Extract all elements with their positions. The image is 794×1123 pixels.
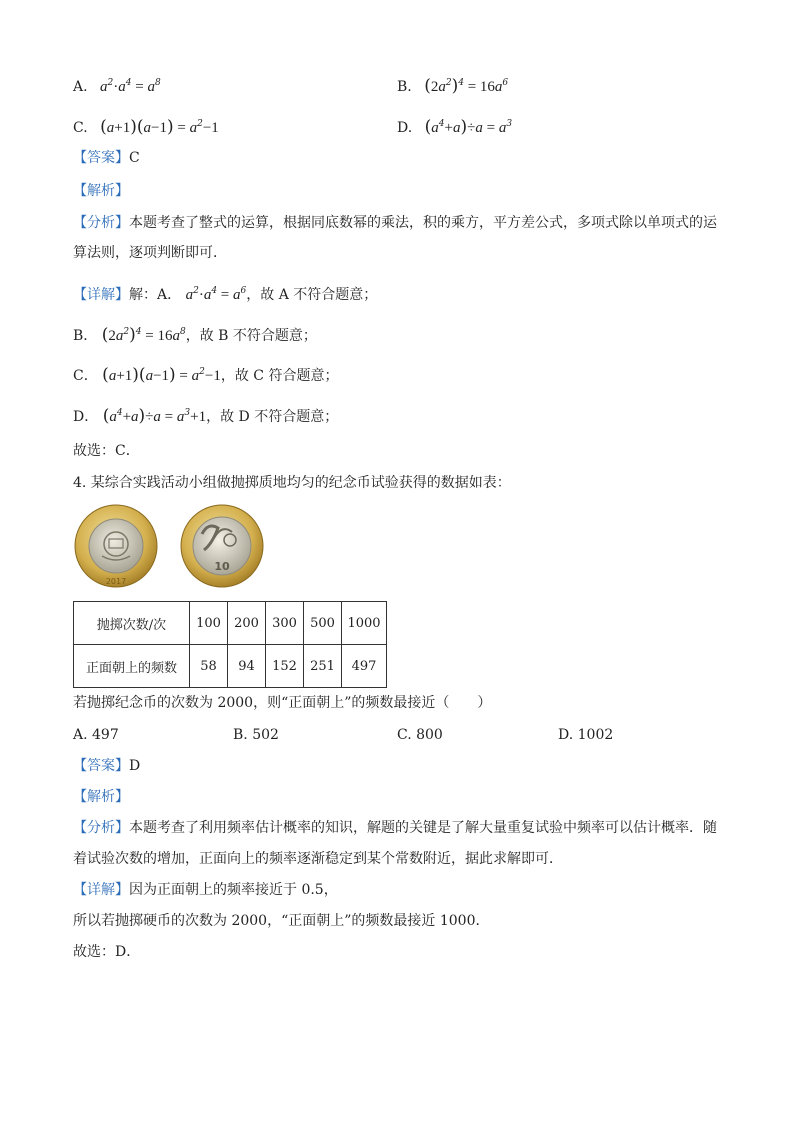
q3-step-b: B． $(2a^2)^4 = 16a^8$，故 B 不符合题意； bbox=[73, 325, 317, 345]
q4-choice-c: C. 800 bbox=[397, 727, 443, 743]
fenxi-tag: 【分析】 bbox=[73, 820, 129, 836]
coin-back-image bbox=[178, 504, 266, 588]
fenxi-text: 本题考查了利用频率估计概率的知识，解题的关键是了解大量重复试验中频率可以估计概率．随 bbox=[129, 820, 717, 836]
table-cell: 100 bbox=[190, 602, 228, 645]
table-row-label: 正面朝上的频数 bbox=[74, 645, 190, 688]
table-cell: 300 bbox=[266, 602, 304, 645]
jiexi-tag: 【解析】 bbox=[73, 789, 129, 805]
xiangjie-text: 因为正面朝上的频率接近于 0.5， bbox=[129, 882, 338, 898]
q4-choice-a: A. 497 bbox=[73, 727, 119, 743]
q4-xiangjie-line2: 所以若抛掷硬币的次数为 2000，“正面朝上”的频数最接近 1000． bbox=[73, 913, 490, 929]
table-row-throws bbox=[74, 602, 387, 645]
q4-conclusion: 故选：D． bbox=[73, 944, 141, 960]
table-row-label: 抛掷次数/次 bbox=[74, 602, 190, 645]
answer-tag: 【答案】 bbox=[73, 150, 129, 166]
option-letter: A. bbox=[73, 79, 88, 95]
answer-tag: 【答案】 bbox=[73, 758, 129, 774]
table-cell: 497 bbox=[342, 645, 387, 688]
frequency-table bbox=[73, 601, 387, 688]
q4-jiexi bbox=[73, 787, 129, 807]
table-cell: 94 bbox=[228, 645, 266, 688]
option-c-expr: $(a+1)(a-1) = a^2-1$ bbox=[100, 117, 219, 137]
coin-back-value: 10 bbox=[214, 560, 230, 573]
table-cell: 500 bbox=[304, 602, 342, 645]
fenxi-tag: 【分析】 bbox=[73, 215, 129, 231]
option-d-expr: $(a^4+a)\div a = a^3$ bbox=[424, 117, 513, 137]
table-cell: 251 bbox=[304, 645, 342, 688]
option-b bbox=[397, 73, 508, 97]
coin-front-image bbox=[72, 504, 160, 588]
q4-answer bbox=[73, 756, 140, 776]
step-prefix: C． bbox=[73, 368, 98, 384]
q4-fenxi-line1 bbox=[73, 818, 717, 838]
q4-xiangjie-line1 bbox=[73, 880, 338, 900]
xiangjie-tag: 【详解】 bbox=[73, 287, 129, 303]
table-cell: 58 bbox=[190, 645, 228, 688]
step-prefix: 解：A． bbox=[129, 287, 182, 303]
table-row-heads bbox=[74, 645, 387, 688]
option-c bbox=[73, 114, 219, 138]
q4-fenxi-line2: 着试验次数的增加，正面向上的频率逐渐稳定到某个常数附近，据此求解即可． bbox=[73, 851, 563, 867]
q4-stem: 4. 某综合实践活动小组做抛掷质地均匀的纪念币试验获得的数据如表： bbox=[73, 475, 511, 491]
answer-value: D bbox=[129, 758, 141, 774]
q4-choice-d: D. 1002 bbox=[558, 727, 614, 743]
option-letter: D. bbox=[397, 120, 413, 136]
table-cell: 200 bbox=[228, 602, 266, 645]
option-b-expr: $(2a^2)^4 = 16a^6$ bbox=[424, 76, 509, 96]
q3-conclusion: 故选：C． bbox=[73, 443, 140, 459]
step-prefix: B． bbox=[73, 328, 98, 344]
answer-value: C bbox=[129, 150, 140, 166]
option-d bbox=[397, 114, 512, 138]
q3-fenxi-line1 bbox=[73, 213, 717, 233]
step-tail: ，故 B 不符合题意； bbox=[185, 328, 317, 344]
q3-answer bbox=[73, 148, 140, 168]
q3-step-d: D． $(a^4+a)\div a = a^3+1$，故 D 不符合题意； bbox=[73, 406, 339, 426]
step-prefix: D． bbox=[73, 409, 99, 425]
option-letter: C. bbox=[73, 120, 88, 136]
coin-front-year: 2017 bbox=[105, 577, 127, 586]
q3-jiexi bbox=[73, 181, 129, 201]
q4-question: 若抛掷纪念币的次数为 2000，则“正面朝上”的频数最接近（ ） bbox=[73, 695, 492, 711]
option-a-expr: $a^2\cdot a^4 = a^8$ bbox=[100, 78, 161, 95]
q3-fenxi-line2: 算法则，逐项判断即可． bbox=[73, 245, 227, 261]
fenxi-text: 本题考查了整式的运算，根据同底数幂的乘法，积的乘方，平方差公式，多项式除以单项式的运 bbox=[129, 215, 717, 231]
xiangjie-tag: 【详解】 bbox=[73, 882, 129, 898]
step-tail: ，故 C 符合题意； bbox=[220, 368, 339, 384]
option-a bbox=[73, 73, 161, 97]
jiexi-tag: 【解析】 bbox=[73, 183, 129, 199]
table-cell: 1000 bbox=[342, 602, 387, 645]
q3-step-a: 【详解】解：A． $a^2\cdot a^4 = a^6$，故 A 不符合题意； bbox=[73, 286, 378, 303]
q4-choice-b: B. 502 bbox=[233, 727, 279, 743]
step-tail: ，故 A 不符合题意； bbox=[246, 287, 378, 303]
table-cell: 152 bbox=[266, 645, 304, 688]
step-tail: ，故 D 不符合题意； bbox=[206, 409, 339, 425]
option-letter: B. bbox=[397, 79, 412, 95]
q3-step-c: C． $(a+1)(a-1) = a^2-1$，故 C 符合题意； bbox=[73, 365, 339, 385]
